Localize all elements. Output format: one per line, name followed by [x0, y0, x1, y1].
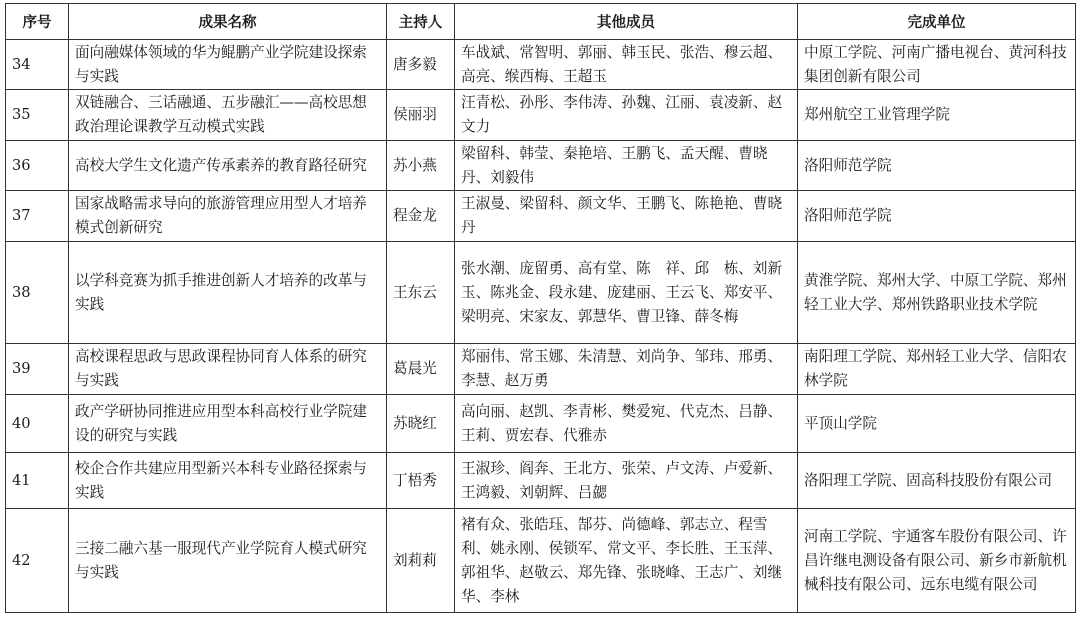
cell-name: 以学科竞赛为抓手推进创新人才培养的改革与实践	[69, 242, 387, 344]
table-row	[6, 395, 1076, 453]
cell-unit: 黄淮学院、郑州大学、中原工学院、郑州轻工业大学、郑州铁路职业技术学院	[798, 242, 1076, 344]
table-row	[6, 141, 1076, 191]
header-name: 成果名称	[69, 4, 387, 40]
header-host: 主持人	[387, 4, 455, 40]
cell-no: 37	[6, 191, 69, 242]
cell-host: 唐多毅	[387, 40, 455, 90]
table-row	[6, 344, 1076, 395]
cell-members: 郑丽伟、常玉娜、朱清慧、刘尚争、邹玮、邢勇、李慧、赵万勇	[455, 344, 798, 395]
cell-host: 刘莉莉	[387, 509, 455, 613]
cell-members: 车战斌、常智明、郭丽、韩玉民、张浩、穆云超、高亮、缑西梅、王超玉	[455, 40, 798, 90]
cell-unit: 中原工学院、河南广播电视台、黄河科技集团创新有限公司	[798, 40, 1076, 90]
header-unit: 完成单位	[798, 4, 1076, 40]
table-header-row	[6, 4, 1076, 40]
cell-host: 王东云	[387, 242, 455, 344]
cell-host: 葛晨光	[387, 344, 455, 395]
table-row	[6, 40, 1076, 90]
table-row	[6, 509, 1076, 613]
cell-unit: 洛阳理工学院、固高科技股份有限公司	[798, 453, 1076, 509]
cell-no: 38	[6, 242, 69, 344]
cell-unit: 河南工学院、宇通客车股份有限公司、许昌许继电测设备有限公司、新乡市新航机械科技有限公司、远东电缆有限公司	[798, 509, 1076, 613]
table-row	[6, 90, 1076, 141]
cell-no: 42	[6, 509, 69, 613]
cell-unit: 南阳理工学院、郑州轻工业大学、信阳农林学院	[798, 344, 1076, 395]
cell-name: 高校课程思政与思政课程协同育人体系的研究与实践	[69, 344, 387, 395]
cell-name: 政产学研协同推进应用型本科高校行业学院建设的研究与实践	[69, 395, 387, 453]
results-table	[5, 3, 1076, 613]
cell-members: 褚有众、张皓珏、郜芬、尚德峰、郭志立、程雪利、姚永刚、侯锁军、常文平、李长胜、王玉萍、郭祖华、赵敬云、郑先锋、张晓峰、王志广、刘继华、李林	[455, 509, 798, 613]
header-members: 其他成员	[455, 4, 798, 40]
cell-members: 汪青松、孙彤、李伟涛、孙魏、江丽、袁凌新、赵文力	[455, 90, 798, 141]
header-no: 序号	[6, 4, 69, 40]
cell-host: 苏小燕	[387, 141, 455, 191]
cell-unit: 洛阳师范学院	[798, 141, 1076, 191]
cell-members: 张水潮、庞留勇、高有堂、陈 祥、邱 栋、刘新玉、陈兆金、段永建、庞建丽、王云飞、郑安平、梁明亮、宋家友、郭慧华、曹卫锋、薛冬梅	[455, 242, 798, 344]
cell-host: 程金龙	[387, 191, 455, 242]
cell-unit: 洛阳师范学院	[798, 191, 1076, 242]
cell-name: 面向融媒体领域的华为鲲鹏产业学院建设探索与实践	[69, 40, 387, 90]
cell-name: 国家战略需求导向的旅游管理应用型人才培养模式创新研究	[69, 191, 387, 242]
cell-members: 高向丽、赵凯、李青彬、樊爱宛、代克杰、吕静、王莉、贾宏春、代雅赤	[455, 395, 798, 453]
cell-host: 丁梧秀	[387, 453, 455, 509]
cell-host: 侯丽羽	[387, 90, 455, 141]
cell-members: 王淑珍、阎奔、王北方、张荣、卢文涛、卢爱新、王鸿毅、刘朝辉、吕勰	[455, 453, 798, 509]
cell-no: 36	[6, 141, 69, 191]
cell-unit: 郑州航空工业管理学院	[798, 90, 1076, 141]
cell-unit: 平顶山学院	[798, 395, 1076, 453]
cell-members: 王淑曼、梁留科、颜文华、王鹏飞、陈艳艳、曹晓丹	[455, 191, 798, 242]
cell-name: 双链融合、三话融通、五步融汇——高校思想政治理论课教学互动模式实践	[69, 90, 387, 141]
cell-name: 高校大学生文化遗产传承素养的教育路径研究	[69, 141, 387, 191]
cell-host: 苏晓红	[387, 395, 455, 453]
cell-no: 34	[6, 40, 69, 90]
cell-name: 三接二融六基一服现代产业学院育人模式研究与实践	[69, 509, 387, 613]
table-row	[6, 453, 1076, 509]
cell-no: 40	[6, 395, 69, 453]
cell-no: 41	[6, 453, 69, 509]
table-row	[6, 191, 1076, 242]
cell-name: 校企合作共建应用型新兴本科专业路径探索与实践	[69, 453, 387, 509]
table-row	[6, 242, 1076, 344]
cell-no: 35	[6, 90, 69, 141]
cell-no: 39	[6, 344, 69, 395]
cell-members: 梁留科、韩莹、秦艳培、王鹏飞、孟天醒、曹晓丹、刘毅伟	[455, 141, 798, 191]
